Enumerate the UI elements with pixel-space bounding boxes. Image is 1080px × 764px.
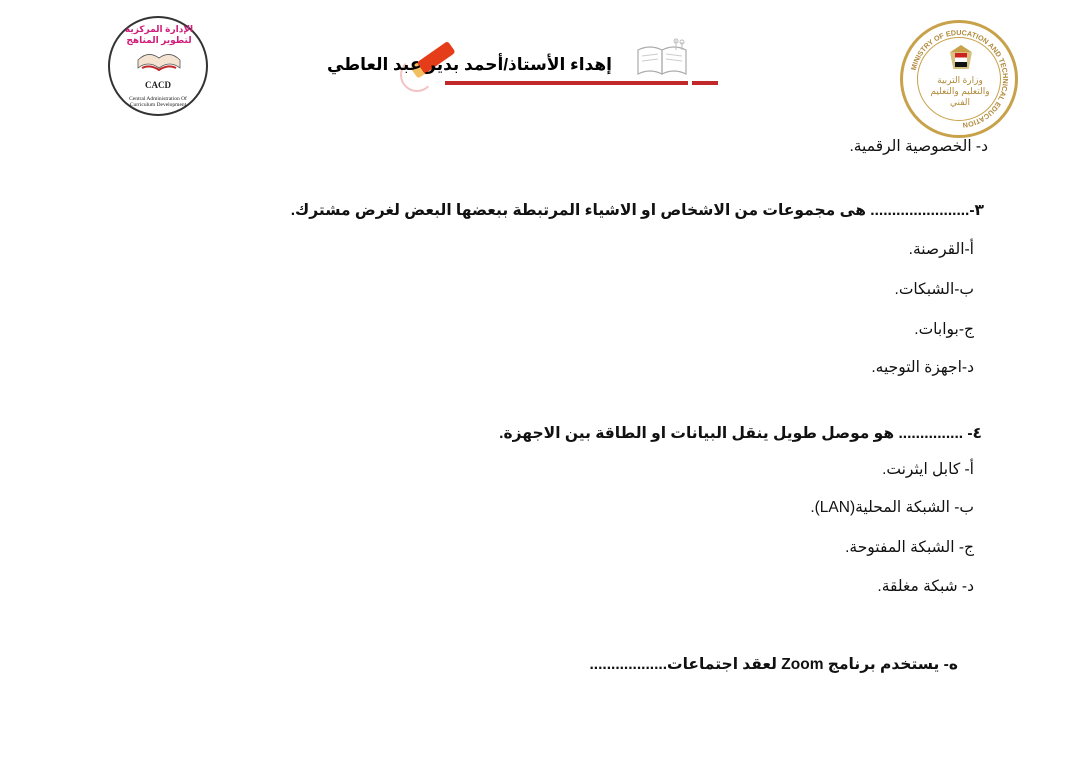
svg-text:MINISTRY OF EDUCATION AND TECH: MINISTRY OF EDUCATION AND TECHNICAL EDUCATION <box>908 27 1011 130</box>
question-5-text: ه- يستخدم برنامج Zoom لعقد اجتماعات.................. <box>589 656 958 673</box>
logo-arabic-text: وزارة التربية والتعليم والتعليم الفني <box>930 75 990 107</box>
cacd-ring-text: Central Administration Of Curriculum Development <box>129 96 187 108</box>
cacd-book-icon <box>136 46 182 72</box>
question-4-text: ٤- ............... هو موصل طويل ينقل البيانات او الطاقة بين الاجهزة. <box>499 425 982 442</box>
cacd-logo <box>108 16 208 116</box>
q4-option-c: ج- الشبكة المفتوحة. <box>845 539 974 556</box>
q3-option-b: ب-الشبكات. <box>894 281 974 298</box>
q3-option-d: د-اجهزة التوجيه. <box>871 359 974 376</box>
previous-option-d: د- الخصوصية الرقمية. <box>849 138 988 155</box>
banner-underline-segment <box>692 81 718 85</box>
q4-option-b: ب- الشبكة المحلية(LAN). <box>810 499 974 516</box>
banner-underline <box>445 81 688 85</box>
cacd-abbr: CACD <box>145 80 171 90</box>
flag-shield-icon <box>955 53 967 67</box>
open-book-icon <box>634 38 690 78</box>
q3-option-c: ج-بوابات. <box>914 321 974 338</box>
q3-option-a: أ-القرصنة. <box>908 241 974 258</box>
question-3-text: ٣-....................... هى مجموعات من الاشخاص او الاشياء المرتبطة ببعضها البعض لغرض مشترك. <box>290 202 984 219</box>
banner-title: إهداء الأستاذ/أحمد بدير عبد العاطي <box>326 55 612 74</box>
dedication-banner <box>326 26 720 96</box>
q4-option-d: د- شبكة مغلقة. <box>877 578 974 595</box>
q4-option-a: أ- كابل ايثرنت. <box>882 461 974 478</box>
cacd-arabic-title: الإدارة المركزية لتطوير المناهج <box>124 24 194 45</box>
ministry-of-education-logo <box>900 20 1018 138</box>
